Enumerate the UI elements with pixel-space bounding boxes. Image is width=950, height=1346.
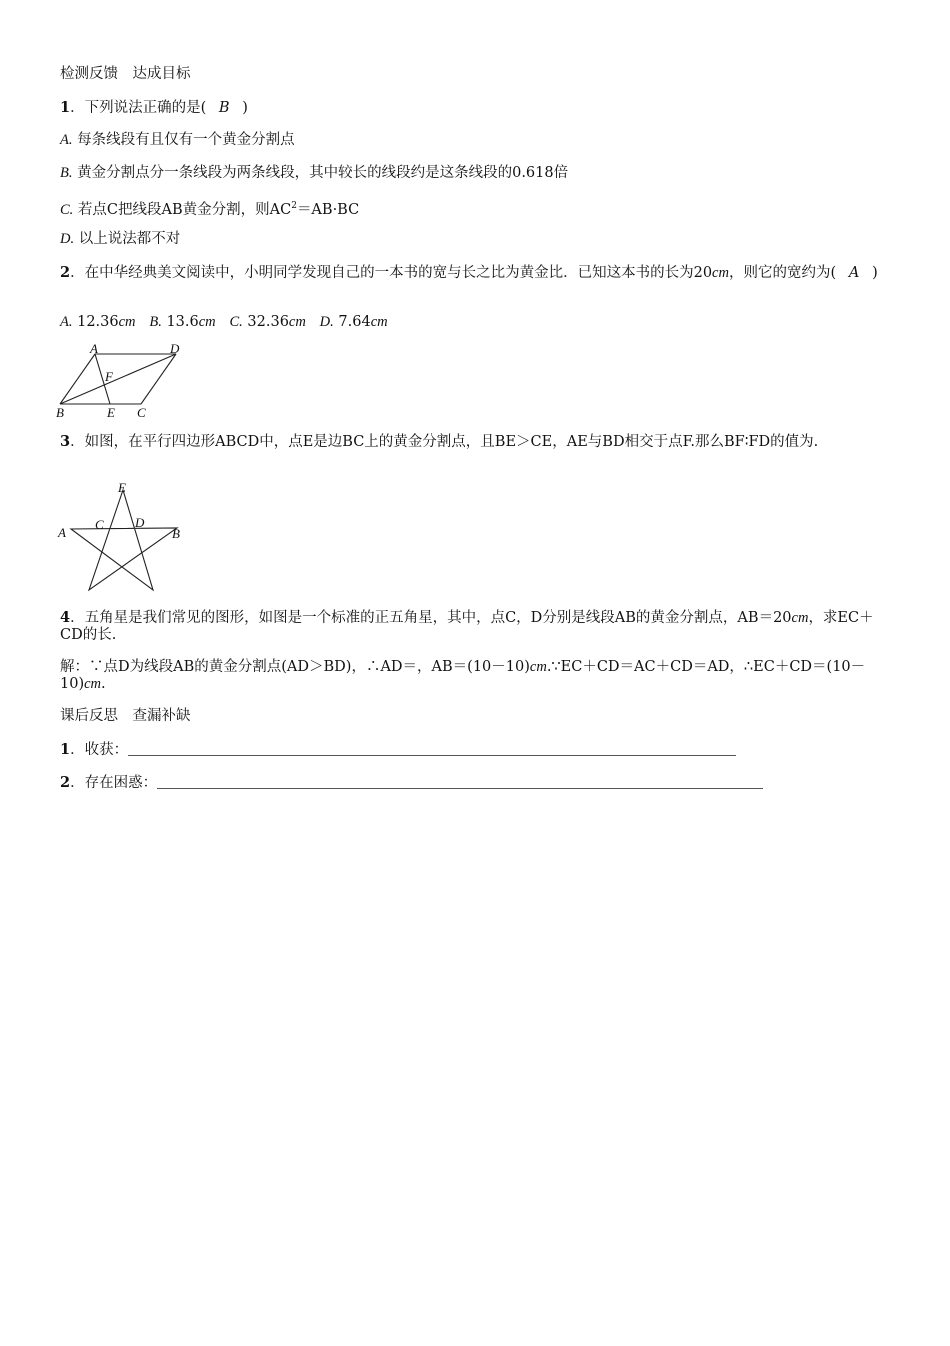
unit: cm [288,314,306,330]
unit: cm [84,676,102,692]
confusion-blank-line[interactable] [157,774,763,789]
answer-letter: B [218,100,230,116]
reflection-confusion [60,774,763,792]
unit: cm [791,610,809,626]
superscript: 2 [291,201,297,211]
solution-text [60,659,890,693]
pentagram-outline [71,490,177,590]
question-1-stem [60,99,248,117]
option-text: 若点C把线段AB黄金分割，则AC [77,201,292,218]
gains-blank-line[interactable] [128,741,736,756]
option-value: 13.6 [166,314,199,330]
item-label: ．存在困惑： [70,775,158,791]
unit: cm [198,314,216,330]
point-label-a: A [58,525,66,540]
unit: cm [529,659,547,675]
option-text: 黄金分割点分一条线段为两条线段，其中较长的线段约是这条线段的0.618倍 [77,165,569,181]
unit: cm [118,314,136,330]
option-text: 以上说法都不对 [78,231,181,247]
unit: cm [370,314,388,330]
option-label: B. [149,314,162,330]
solution-part: 解：∵点D为线段AB的黄金分割点(AD＞BD)，∴AD＝，AB＝(10－10) [60,659,530,675]
option-text: 每条线段有且仅有一个黄金分割点 [77,132,295,148]
question-text-tail: ，则它的宽约为( [728,265,837,281]
question-text: ．在中华经典美文阅读中，小明同学发现自己的一本书的宽与长之比为黄金比．已知这本书的长为20 [70,265,713,281]
point-label-c: C [137,405,146,420]
option-value: 32.36 [247,314,289,330]
option-value: 12.36 [77,314,119,330]
question-text: ．下列说法正确的是( [70,100,207,116]
item-label: ．收获： [70,742,129,758]
question-number: 4 [60,609,71,626]
option-text-tail: ＝AB·BC [296,201,360,218]
question-4-stem [60,609,890,644]
option-b [60,165,568,182]
option-label: D. [319,314,334,330]
solution-part: . [101,676,106,692]
point-label-b: B [172,526,180,541]
parallelogram-figure [55,342,190,422]
question-number: 3 [60,433,71,450]
question-text: ．如图，在平行四边形ABCD中，点E是边BC上的黄金分割点，且BE＞CE，AE与BD相交于点F.那么BF∶FD的值为. [70,434,819,450]
close-paren: ) [242,100,248,116]
option-a [60,132,295,149]
solution-part: .∵EC＋CD＝AC＋CD＝AD，∴EC＋CD＝(10－10) [60,659,866,692]
question-2-options [60,314,388,331]
option-value: 7.64 [338,314,371,330]
point-label-b: B [56,405,64,420]
point-label-a: A [90,342,98,356]
question-number: 2 [60,264,71,281]
unit: cm [712,265,729,281]
item-number: 2 [60,774,71,791]
question-number: 1 [60,99,71,116]
point-label-e: E [118,480,126,495]
point-label-c: C [95,517,104,532]
question-3-stem [60,433,890,451]
question-text: ．五角星是我们常见的图形，如图是一个标准的正五角星，其中，点C，D分别是线段AB的黄金分割点，AB＝20 [70,610,792,626]
point-label-d: D [170,342,180,356]
option-label: C. [60,201,74,218]
section-title-reflection: 课后反思 查漏补缺 [60,708,191,724]
answer-letter: A [848,265,860,281]
pentagram-figure [55,480,190,595]
item-number: 1 [60,741,71,758]
question-2-stem [60,264,890,282]
point-label-f: F [105,369,113,384]
option-label: D. [60,231,75,247]
close-paren: ) [872,265,878,281]
question-text-tail: ，求EC＋CD的长. [60,610,874,643]
section-title-feedback: 检测反馈 达成目标 [60,66,191,82]
option-d [60,231,180,248]
option-label: A. [60,132,73,148]
option-c [60,198,359,219]
option-label: B. [60,165,73,181]
option-label: A. [60,314,73,330]
point-label-e: E [107,405,115,420]
point-label-d: D [135,515,145,530]
reflection-gains [60,741,736,759]
option-label: C. [229,314,243,330]
